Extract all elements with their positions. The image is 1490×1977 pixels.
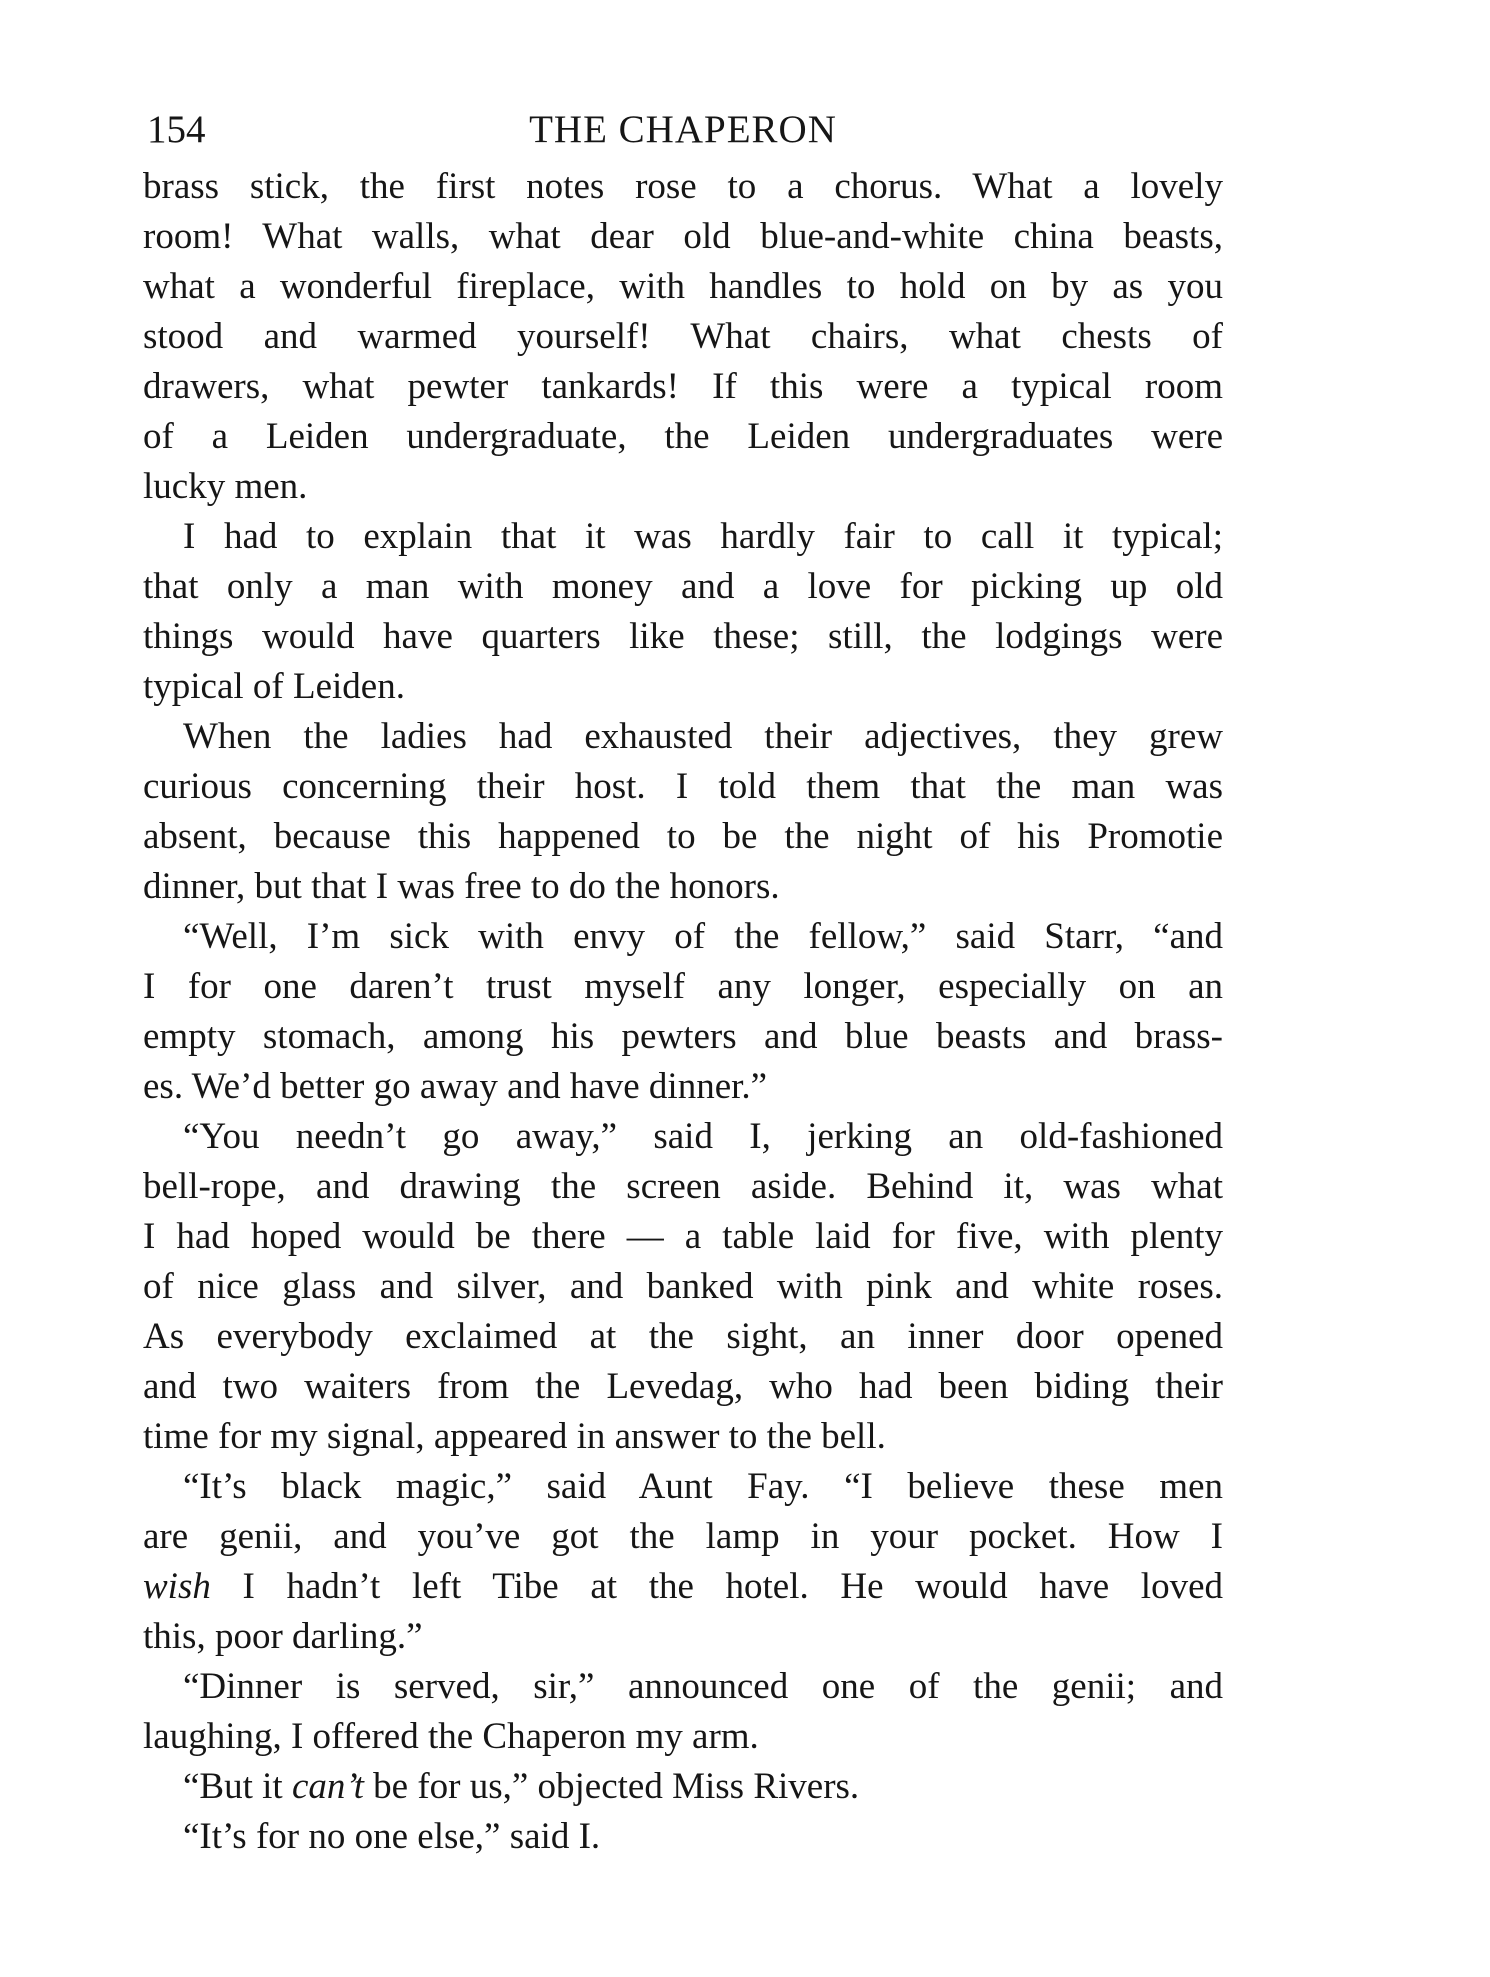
text-line: As everybody exclaimed at the sight, an inner door opened xyxy=(143,1316,1223,1357)
paragraph xyxy=(143,1662,1223,1762)
text-line: what a wonderful fireplace, with handles to hold on by as you xyxy=(143,266,1223,307)
text-line: of nice glass and silver, and banked with pink and white roses. xyxy=(143,1266,1223,1307)
paragraph xyxy=(143,162,1223,512)
italic-word: wish xyxy=(143,1566,211,1607)
text-line: When the ladies had exhausted their adjectives, they grew xyxy=(183,716,1223,757)
text-line: bell-rope, and drawing the screen aside. Behind it, was what xyxy=(143,1166,1223,1207)
text-line: I for one daren’t trust myself any longer, especially on an xyxy=(143,966,1223,1007)
text-line: absent, because this happened to be the night of his Promotie xyxy=(143,816,1223,857)
text-line xyxy=(143,1762,1223,1812)
text-line: are genii, and you’ve got the lamp in your pocket. How I xyxy=(143,1516,1223,1557)
text-line: laughing, I offered the Chaperon my arm. xyxy=(143,1716,759,1757)
body-text xyxy=(143,162,1223,1862)
text-line: time for my signal, appeared in answer to the bell. xyxy=(143,1416,886,1457)
text-line: and two waiters from the Levedag, who had been biding their xyxy=(143,1366,1223,1407)
text-line: curious concerning their host. I told them that the man was xyxy=(143,766,1223,807)
text-line: brass stick, the first notes rose to a chorus. What a lovely xyxy=(143,166,1223,207)
paragraph xyxy=(143,712,1223,912)
text-run: “But it xyxy=(183,1766,292,1807)
text-line: room! What walls, what dear old blue-and-white china beasts, xyxy=(143,216,1223,257)
text-line: things would have quarters like these; still, the lodgings were xyxy=(143,616,1223,657)
text-run: be for us,” objected Miss Rivers. xyxy=(363,1766,860,1807)
text-line: drawers, what pewter tankards! If this were a typical room xyxy=(143,366,1223,407)
text-line: that only a man with money and a love for picking up old xyxy=(143,566,1223,607)
text-line: typical of Leiden. xyxy=(143,666,405,707)
text-line: I had to explain that it was hardly fair to call it typical; xyxy=(183,516,1223,557)
paragraph xyxy=(143,1112,1223,1462)
text-line: this, poor darling.” xyxy=(143,1616,423,1657)
paragraph xyxy=(143,1462,1223,1662)
text-line: empty stomach, among his pewters and blue beasts and brass- xyxy=(143,1016,1223,1057)
page-number: 154 xyxy=(147,108,206,151)
italic-word: can’t xyxy=(291,1766,364,1807)
paragraph xyxy=(143,1762,1223,1812)
text-line: of a Leiden undergraduate, the Leiden undergraduates were xyxy=(143,416,1223,457)
text-line: stood and warmed yourself! What chairs, what chests of xyxy=(143,316,1223,357)
text-run: I hadn’t left Tibe at the hotel. He would have loved xyxy=(210,1566,1223,1607)
paragraph xyxy=(143,512,1223,712)
paragraph xyxy=(143,912,1223,1112)
book-title: THE CHAPERON xyxy=(529,108,837,151)
text-line xyxy=(143,1562,1223,1612)
text-line: “Dinner is served, sir,” announced one of the genii; and xyxy=(183,1666,1223,1707)
text-line: “It’s black magic,” said Aunt Fay. “I believe these men xyxy=(183,1466,1223,1507)
text-line: “Well, I’m sick with envy of the fellow,” said Starr, “and xyxy=(183,916,1223,957)
text-line: I had hoped would be there — a table laid for five, with plenty xyxy=(143,1216,1223,1257)
text-line: “You needn’t go away,” said I, jerking an old-fashioned xyxy=(183,1116,1223,1157)
running-head xyxy=(143,100,1223,160)
text-line: “It’s for no one else,” said I. xyxy=(183,1816,601,1857)
paragraph xyxy=(143,1812,1223,1862)
text-line: es. We’d better go away and have dinner.” xyxy=(143,1066,768,1107)
text-line: lucky men. xyxy=(143,466,308,507)
text-line: dinner, but that I was free to do the honors. xyxy=(143,866,780,907)
